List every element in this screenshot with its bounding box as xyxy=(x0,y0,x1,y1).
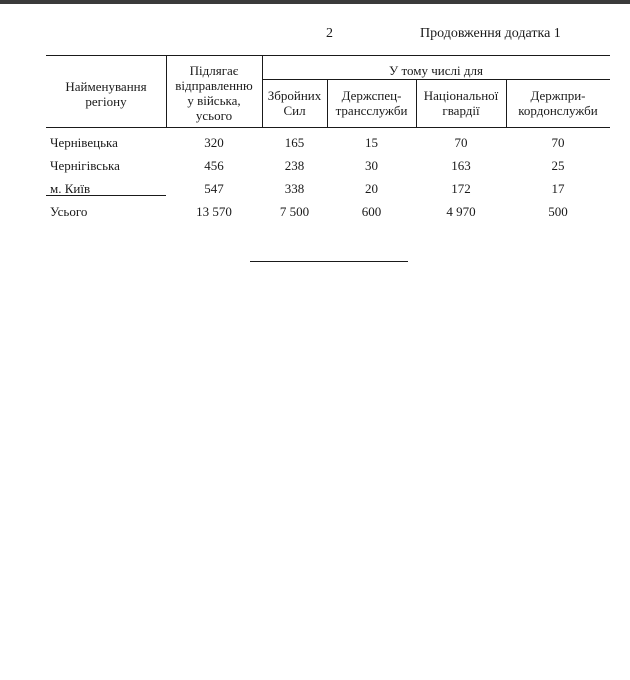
row-national-guard: 163 xyxy=(451,158,471,173)
row-armed-forces: 338 xyxy=(284,181,305,196)
group-header-rule xyxy=(262,79,610,80)
header-armed-forces: Збройних Сил xyxy=(267,88,322,118)
row-region: Чернівецька xyxy=(50,135,118,150)
allocation-table xyxy=(0,0,630,300)
row-border-service: 25 xyxy=(551,158,565,173)
row-armed-forces: 238 xyxy=(284,158,305,173)
row-region: м. Київ xyxy=(50,181,91,196)
row-special-transport: 20 xyxy=(365,181,378,196)
row-special-transport: 30 xyxy=(365,158,378,173)
total-row-label: Усього xyxy=(50,204,88,219)
row-border-service: 17 xyxy=(551,181,565,196)
row-total: 456 xyxy=(204,158,224,173)
header-group: У тому числі для xyxy=(389,63,483,78)
row-national-guard: 172 xyxy=(451,181,471,196)
row-total: 320 xyxy=(204,135,224,150)
total-row-armed-forces: 7 500 xyxy=(279,204,310,219)
header-total: Підлягає відправленню у війська, усього xyxy=(175,63,253,123)
row-special-transport: 15 xyxy=(365,135,378,150)
row-armed-forces: 165 xyxy=(284,135,305,150)
header-national-guard: Національної гвардії xyxy=(423,88,499,118)
header-special-transport: Держспец- трансслужби xyxy=(335,88,408,118)
row-national-guard: 70 xyxy=(454,135,468,150)
total-row-special-transport: 600 xyxy=(361,204,382,219)
row-border-service: 70 xyxy=(551,135,565,150)
header-region: Найменування регіону xyxy=(65,79,147,109)
continuation-caption: Продовження додатка 1 xyxy=(420,26,561,41)
total-row-total: 13 570 xyxy=(196,204,232,219)
page-number: 2 xyxy=(326,26,333,41)
total-row-border-service: 500 xyxy=(548,204,568,219)
total-row-national-guard: 4 970 xyxy=(446,204,476,219)
row-region: Чернігівська xyxy=(50,158,120,173)
header-border-service: Держпри- кордонслужби xyxy=(518,88,598,118)
end-of-document-rule xyxy=(250,261,408,262)
table-top-rule xyxy=(46,55,610,56)
row-total: 547 xyxy=(204,181,224,196)
header-bottom-rule xyxy=(46,127,610,128)
